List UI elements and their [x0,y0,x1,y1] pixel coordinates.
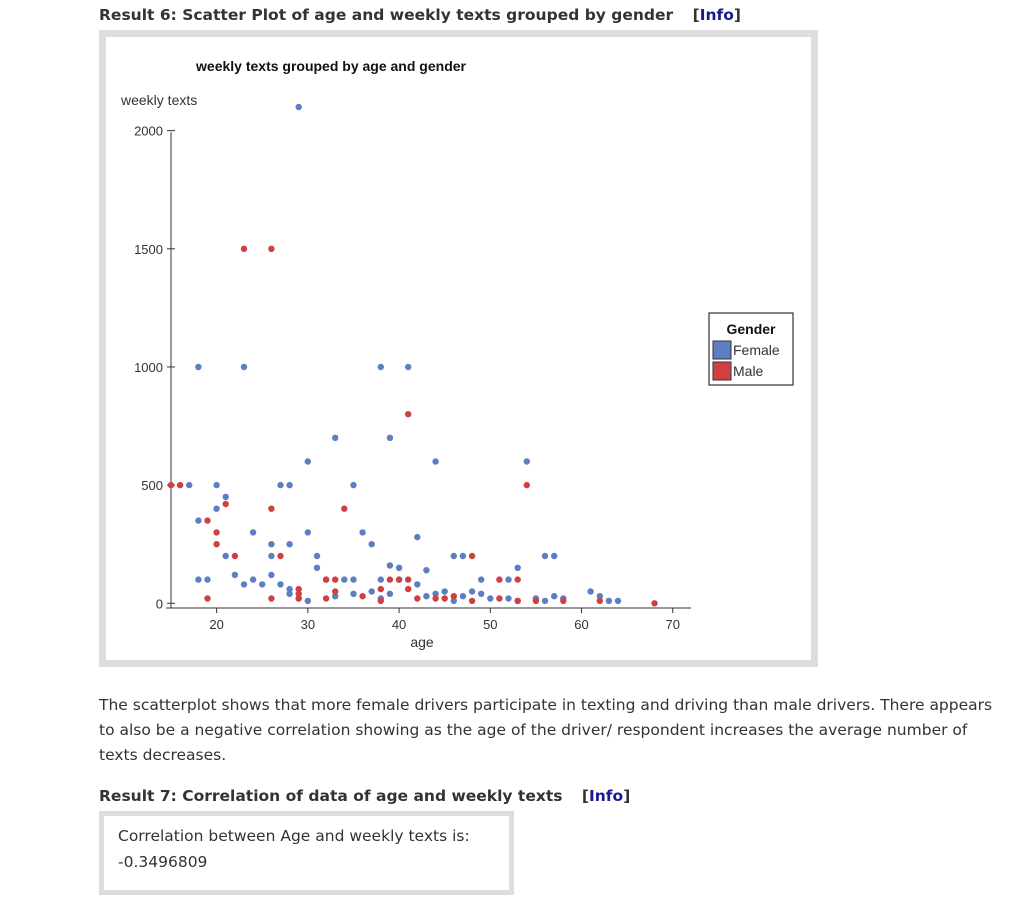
point-male [405,586,411,592]
correlation-value: -0.3496809 [118,853,208,871]
axes [134,124,691,632]
point-female [551,553,557,559]
result-7-info-label[interactable]: Info [588,787,624,805]
point-female [387,591,393,597]
point-female [505,576,511,582]
x-axis-label: age [410,634,434,650]
point-male [515,576,521,582]
point-male [524,482,530,488]
point-female [186,482,192,488]
data-points [168,104,658,607]
y-tick-label: 1000 [134,359,163,375]
point-female [341,576,347,582]
legend [709,313,793,385]
y-tick-label: 500 [141,478,163,494]
point-male [177,482,183,488]
point-male [396,576,402,582]
point-male [533,598,539,604]
point-male [277,553,283,559]
point-female [305,529,311,535]
point-male [359,593,365,599]
x-tick-label: 70 [665,617,680,632]
point-male [469,598,475,604]
summary-paragraph: The scatterplot shows that more female drivers participate in texting and driving than male drivers. There appears to also be a negative correlation showing as the age of the driver/ respondent increases the average number of texts decreases. [99,696,993,764]
point-male [204,595,210,601]
point-female [296,104,302,110]
legend-label-male: Male [733,363,764,379]
x-tick-label: 30 [300,617,316,632]
point-male [414,595,420,601]
point-female [505,595,511,601]
correlation-panel [99,811,514,895]
result-7-title: Result 7: Correlation of data of age and weekly texts [99,787,563,805]
point-male [597,598,603,604]
point-female [223,553,229,559]
point-male [204,517,210,523]
point-female [369,541,375,547]
chart-title: weekly texts grouped by age and gender [196,58,466,74]
point-female [305,598,311,604]
point-male [378,598,384,604]
point-female [268,541,274,547]
point-female [587,588,593,594]
point-female [350,591,356,597]
point-female [387,435,393,441]
point-male [469,553,475,559]
y-tick-label: 2000 [134,123,163,139]
point-male [387,576,393,582]
point-female [195,364,201,370]
y-tick-label: 1500 [134,241,163,257]
result-6-heading [99,6,741,24]
point-female [268,572,274,578]
point-female [204,576,210,582]
point-female [606,598,612,604]
point-female [460,553,466,559]
point-female [277,581,283,587]
point-male [232,553,238,559]
point-male [451,593,457,599]
point-female [195,517,201,523]
point-female [396,565,402,571]
point-female [241,581,247,587]
point-male [560,598,566,604]
point-female [213,506,219,512]
point-female [305,458,311,464]
result-6-info-link[interactable]: [Info] [692,6,741,24]
x-tick-label: 50 [483,617,498,632]
point-female [478,591,484,597]
point-male [442,595,448,601]
point-female [314,565,320,571]
point-female [432,458,438,464]
point-male [378,586,384,592]
point-female [451,553,457,559]
point-female [487,595,493,601]
scatter-plot-panel [99,30,818,667]
point-female [241,364,247,370]
point-female [314,553,320,559]
point-female [250,529,256,535]
point-female [359,529,365,535]
point-female [542,598,548,604]
legend-title: Gender [726,321,776,337]
point-female [286,482,292,488]
point-female [369,588,375,594]
point-female [378,364,384,370]
point-female [551,593,557,599]
result-7-heading [99,787,630,805]
point-male [213,529,219,535]
x-tick-label: 20 [209,617,224,632]
point-female [350,482,356,488]
point-male [296,591,302,597]
point-male [341,506,347,512]
point-female [442,588,448,594]
point-male [323,576,329,582]
result-7-info-link[interactable]: [Info] [581,787,631,805]
point-female [286,541,292,547]
point-female [524,458,530,464]
point-female [259,581,265,587]
point-male [496,576,502,582]
point-male [268,595,274,601]
point-male [332,576,338,582]
point-female [478,576,484,582]
point-female [387,562,393,568]
point-female [195,576,201,582]
point-female [223,494,229,500]
point-male [405,411,411,417]
point-male [241,246,247,252]
point-male [268,506,274,512]
legend-swatch-male [713,362,731,380]
scatter-plot [106,37,811,660]
y-axis-label: weekly texts [121,92,198,108]
point-female [268,553,274,559]
x-tick-label: 60 [574,617,589,632]
point-male [223,501,229,507]
legend-label-female: Female [733,342,780,358]
point-female [232,572,238,578]
point-female [250,576,256,582]
y-tick-label: 0 [155,596,163,612]
point-female [332,435,338,441]
correlation-label: Correlation between Age and weekly texts is: [118,827,470,845]
point-male [268,246,274,252]
point-male [323,595,329,601]
point-female [286,586,292,592]
point-female [469,588,475,594]
result-6-info-label[interactable]: Info [699,6,734,24]
point-female [460,593,466,599]
point-male [332,588,338,594]
point-male [213,541,219,547]
point-female [213,482,219,488]
point-female [277,482,283,488]
point-female [350,576,356,582]
point-female [405,364,411,370]
point-female [615,598,621,604]
point-female [542,553,548,559]
result-6-title: Result 6: Scatter Plot of age and weekly texts grouped by gender [99,6,674,24]
point-male [515,598,521,604]
x-tick-label: 40 [391,617,407,632]
point-male [168,482,174,488]
point-male [405,576,411,582]
point-male [432,595,438,601]
point-female [414,581,420,587]
point-male [651,600,657,606]
point-male [496,595,502,601]
legend-swatch-female [713,341,731,359]
point-female [515,565,521,571]
point-female [423,567,429,573]
point-female [423,593,429,599]
point-female [414,534,420,540]
point-female [378,576,384,582]
